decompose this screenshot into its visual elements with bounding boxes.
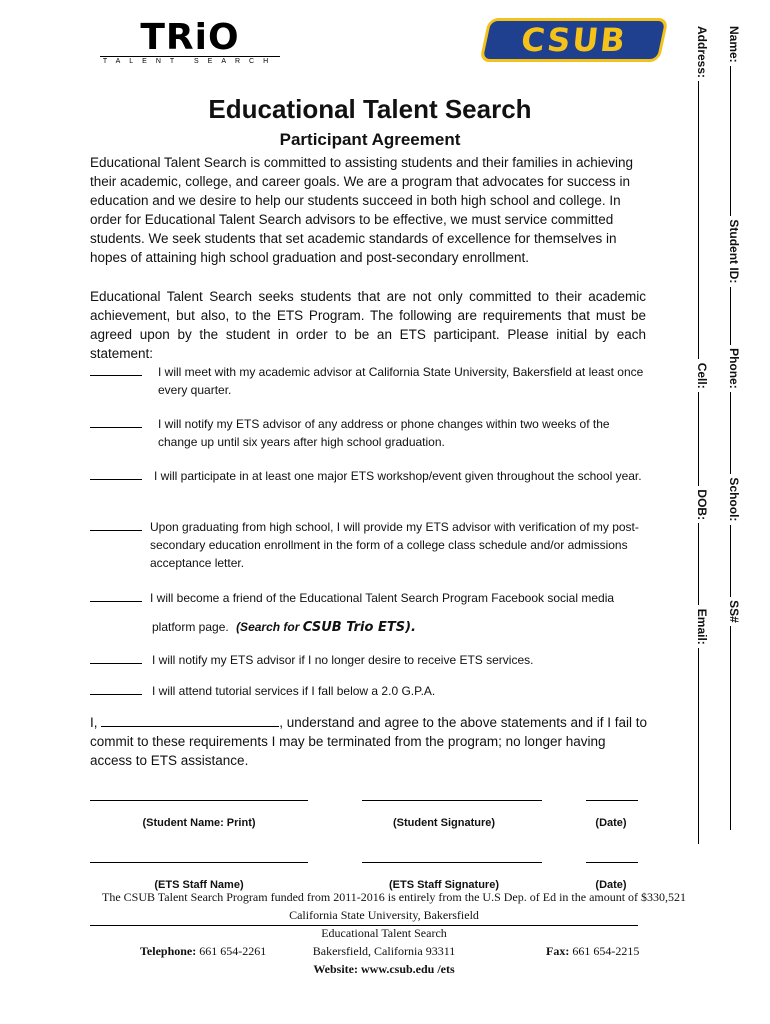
date-label: (Date) xyxy=(595,817,627,829)
student-name-line[interactable] xyxy=(90,800,308,801)
student-id-field[interactable] xyxy=(730,287,742,345)
student-name-label: (Student Name: Print) xyxy=(142,817,256,829)
statement-text: I will attend tutorial services if I fall below a 2.0 G.P.A. xyxy=(152,684,436,698)
initial-field[interactable] xyxy=(90,651,142,664)
search-hint: (Search for xyxy=(236,620,300,634)
statement-text: Upon graduating from high school, I will provide my ETS advisor with verification of my post- secondary education enrollment in the form of a college class schedule and/or admissions acceptance letter. xyxy=(150,520,639,570)
phone-label: Phone: xyxy=(727,348,741,389)
footer-university: California State University, Bakersfield xyxy=(289,908,479,922)
email-label: Email: xyxy=(695,608,709,645)
initial-field[interactable] xyxy=(90,467,142,480)
address-field[interactable] xyxy=(698,81,710,359)
initial-field[interactable] xyxy=(90,518,142,531)
csub-logo xyxy=(479,18,668,62)
statement-item xyxy=(90,589,650,607)
page-title: Educational Talent Search xyxy=(208,94,532,124)
agreement-name-field[interactable] xyxy=(101,712,279,727)
statement-item xyxy=(90,651,650,669)
name-label: Name: xyxy=(727,26,741,63)
school-field[interactable] xyxy=(730,525,742,597)
staff-date-line[interactable] xyxy=(586,862,638,863)
footer-program: Educational Talent Search xyxy=(321,926,447,940)
dob-field[interactable] xyxy=(698,523,710,605)
address-label: Address: xyxy=(695,26,709,79)
initial-field[interactable] xyxy=(90,589,142,602)
statement-item xyxy=(90,415,650,451)
footer-city: Bakersfield, California 93311 xyxy=(312,944,456,958)
statement-continuation xyxy=(152,618,552,637)
initial-field[interactable] xyxy=(90,415,142,428)
name-field[interactable] xyxy=(730,66,742,216)
trio-logo-text: TRiO xyxy=(140,17,240,58)
statement-text: platform page. xyxy=(152,620,229,634)
trio-logo xyxy=(100,18,280,66)
search-term: CSUB Trio ETS). xyxy=(302,620,416,635)
student-signature-line[interactable] xyxy=(362,800,542,801)
footer-fax: Fax: 661 654-2215 xyxy=(546,944,640,958)
email-field[interactable] xyxy=(698,648,710,844)
side-fields-col2 xyxy=(695,26,710,844)
side-fields-col1 xyxy=(727,26,742,830)
phone-field[interactable] xyxy=(730,392,742,474)
footer-website: Website: www.csub.edu /ets xyxy=(313,962,455,976)
initial-field[interactable] xyxy=(90,363,142,376)
footer-telephone: Telephone: 661 654-2261 xyxy=(140,944,267,958)
date-line[interactable] xyxy=(586,800,638,801)
intro-paragraph: Educational Talent Search is committed to assisting students and their families in achieving their academic, college, and career goals. We are a program that advocates for success in education and we desire to help our students succeed in both high school and college. In order for Educational Talent Search advisors to be effective, we must service committed students. We seek students that set academic standards of excellence for themselves in hopes of attaining high school graduation and post-secondary enrollment. xyxy=(90,155,634,265)
staff-signature-line[interactable] xyxy=(362,862,542,863)
agreement-paragraph: I, , understand and agree to the above statements and if I fail to commit to these requirements I may be terminated from the program; no longer having access to ETS assistance. xyxy=(90,712,650,770)
staff-name-label: (ETS Staff Name) xyxy=(154,879,244,891)
funding-statement: The CSUB Talent Search Program funded from 2011-2016 is entirely from the U.S Dep. of Ed in the amount of $330,521 xyxy=(102,890,687,904)
statement-item xyxy=(90,518,650,572)
statement-text: I will notify my ETS advisor of any address or phone changes within two weeks of the change up until six years after high school graduation. xyxy=(158,417,610,449)
statement-item xyxy=(90,363,650,399)
dob-label: DOB: xyxy=(695,489,709,521)
ss-field[interactable] xyxy=(730,626,742,830)
student-signature-label: (Student Signature) xyxy=(392,817,496,829)
staff-signature-label: (ETS Staff Signature) xyxy=(388,879,499,891)
website-link[interactable]: www.csub.edu /ets xyxy=(360,962,455,976)
statement-text: I will notify my ETS advisor if I no longer desire to receive ETS services. xyxy=(152,653,534,667)
student-id-label: Student ID: xyxy=(727,219,741,284)
statement-item xyxy=(90,682,650,700)
statement-item xyxy=(90,467,650,485)
school-label: School: xyxy=(727,477,741,522)
csub-logo-text: CSUB xyxy=(519,21,629,59)
ss-label: SS# xyxy=(727,600,741,623)
trio-logo-subtext: TALENT SEARCH xyxy=(100,56,280,65)
cell-label: Cell: xyxy=(695,362,709,389)
statement-text: I will participate in at least one major ETS workshop/event given throughout the school year. xyxy=(154,469,642,483)
initial-field[interactable] xyxy=(90,682,142,695)
statement-text: I will meet with my academic advisor at California State University, Bakersfield at least once every quarter. xyxy=(158,365,644,397)
requirements-paragraph: Educational Talent Search seeks students that are not only committed to their academic achievement, but also, to the ETS Program. The following are requirements that must be agreed upon by the student in order to be an ETS participant. Please initial by each statement: xyxy=(90,289,646,361)
statement-text: I will become a friend of the Educational Talent Search Program Facebook social media xyxy=(150,591,615,605)
staff-name-line[interactable] xyxy=(90,862,308,863)
cell-field[interactable] xyxy=(698,392,710,486)
page-subtitle: Participant Agreement xyxy=(279,130,461,149)
staff-date-label: (Date) xyxy=(595,879,627,891)
